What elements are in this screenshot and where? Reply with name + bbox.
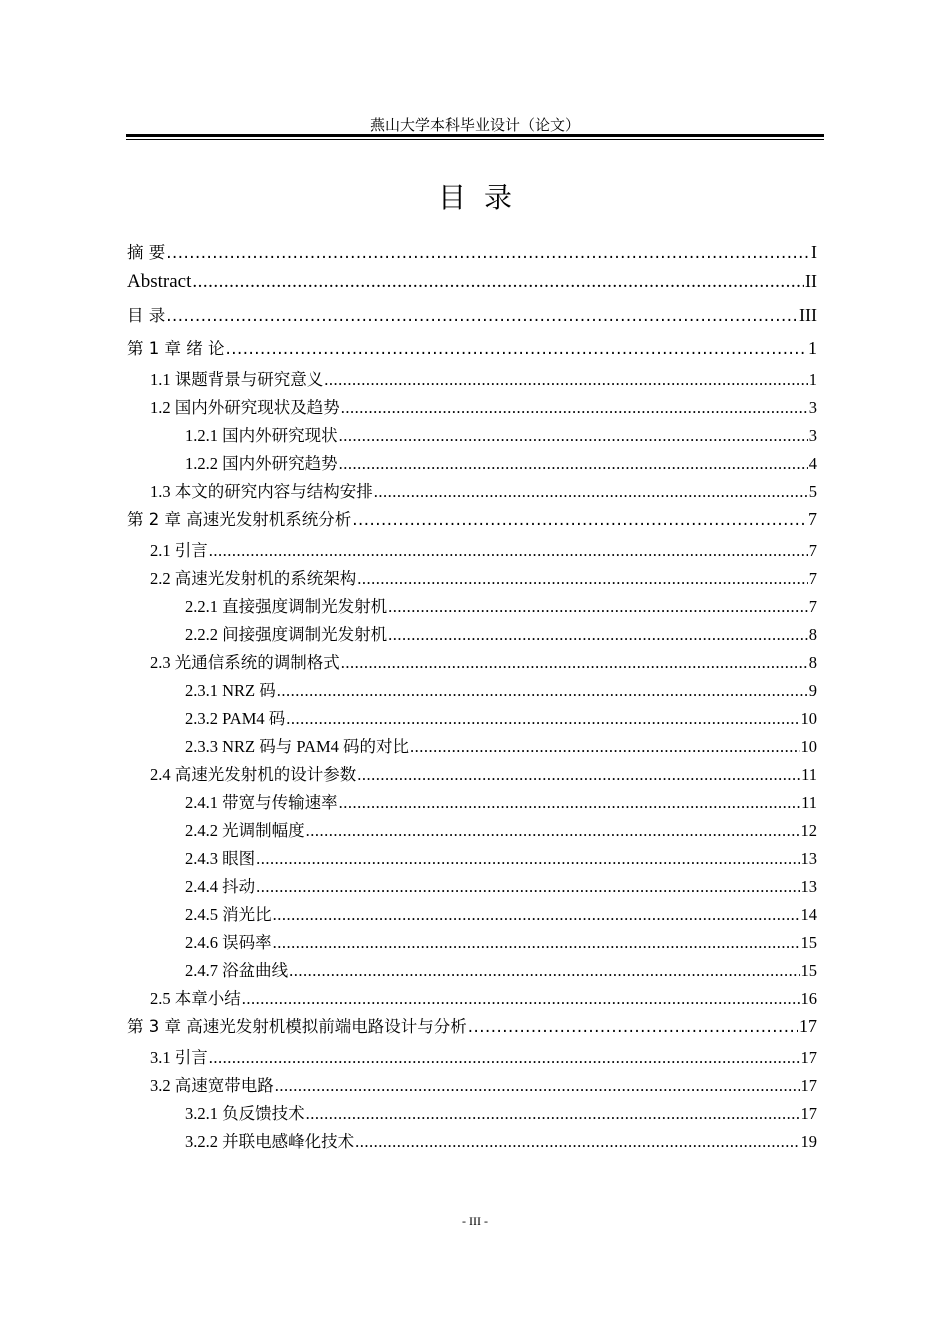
toc-entry-page: 3 (808, 398, 817, 417)
header-rule-thin (126, 139, 824, 140)
toc-entry-3-1[interactable] (127, 1044, 817, 1068)
toc-leader (286, 709, 799, 729)
toc-leader (357, 569, 808, 589)
toc-leader (275, 1076, 800, 1096)
toc-leader (339, 454, 808, 474)
toc-leader (225, 339, 807, 358)
toc-entry-contents[interactable] (127, 302, 817, 326)
toc-entry-label: 3.2 高速宽带电路 (150, 1076, 274, 1095)
toc-entry-label: 2.5 本章小结 (150, 989, 241, 1008)
toc-entry-1-2[interactable] (127, 394, 817, 418)
toc-entry-label: 1.2 国内外研究现状及趋势 (150, 398, 340, 417)
toc-entry-label: 3.1 引言 (150, 1048, 208, 1067)
toc-entry-label: 2.3.3 NRZ 码与 PAM4 码的对比 (185, 737, 409, 756)
toc-entry-1-2-1[interactable] (127, 422, 817, 446)
toc-entry-2-3-1[interactable] (127, 677, 817, 701)
toc-entry-label: 2.4.6 误码率 (185, 933, 272, 952)
toc-entry-2-4-6[interactable] (127, 929, 817, 953)
toc-entry-2-3-3[interactable] (127, 733, 817, 757)
toc-leader (242, 989, 800, 1009)
toc-entry-page: 17 (799, 1016, 817, 1036)
toc-leader (339, 426, 808, 446)
toc-title: 目录 (437, 181, 530, 214)
header-rule-thick (126, 134, 824, 137)
toc-leader (324, 370, 808, 390)
toc-leader (166, 306, 798, 325)
toc-leader (341, 398, 808, 418)
toc-entry-page: 4 (808, 454, 817, 473)
toc-entry-page: 16 (800, 989, 817, 1008)
toc-entry-abstract-cn[interactable] (127, 239, 817, 263)
running-header: 燕山大学本科毕业设计（论文） (369, 116, 580, 134)
toc-entry-2-4-5[interactable] (127, 901, 817, 925)
toc-entry-page: 7 (808, 597, 817, 616)
toc-entry-page: 8 (808, 625, 817, 644)
toc-entry-page: 10 (800, 709, 817, 728)
toc-entry-chapter-3[interactable] (127, 1013, 817, 1037)
toc-leader (273, 905, 800, 925)
toc-leader (352, 510, 807, 529)
toc-leader (341, 653, 808, 673)
toc-entry-page: 17 (800, 1104, 817, 1123)
toc-entry-label: 2.2.1 直接强度调制光发射机 (185, 597, 388, 616)
toc-leader (306, 821, 800, 841)
toc-entry-page: 5 (808, 482, 817, 501)
toc-entry-2-3-2[interactable] (127, 705, 817, 729)
toc-leader (192, 271, 804, 293)
toc-entry-page: II (805, 271, 817, 291)
toc-leader (166, 243, 810, 262)
toc-entry-page: 11 (801, 765, 817, 784)
toc-entry-label: 2.4.7 浴盆曲线 (185, 961, 289, 980)
toc-entry-page: 15 (800, 933, 817, 952)
toc-entry-page: 7 (808, 509, 817, 529)
toc-entry-page: 17 (800, 1048, 817, 1067)
toc-entry-2-2[interactable] (127, 565, 817, 589)
toc-entry-2-2-2[interactable] (127, 621, 817, 645)
toc-entry-page: III (799, 305, 817, 325)
toc-leader (289, 961, 799, 981)
toc-entry-page: 7 (808, 541, 817, 560)
toc-entry-label: 1.2.1 国内外研究现状 (185, 426, 338, 445)
toc-entry-2-4-1[interactable] (127, 789, 817, 813)
toc-leader (256, 877, 799, 897)
toc-entry-page: 1 (808, 370, 817, 389)
toc-entry-2-5[interactable] (127, 985, 817, 1009)
toc-entry-chapter-1[interactable] (127, 335, 817, 359)
toc-entry-label: 2.1 引言 (150, 541, 208, 560)
toc-entry-label: Abstract (127, 271, 192, 292)
toc-entry-label: 3.2.2 并联电感峰化技术 (185, 1132, 355, 1151)
toc-entry-label: 1.1 课题背景与研究意义 (150, 370, 324, 389)
toc-entry-3-2-2[interactable] (127, 1128, 817, 1152)
toc-entry-page: 10 (800, 737, 817, 756)
toc-leader (355, 1132, 799, 1152)
toc-entry-label: 第 3 章 高速光发射机模拟前端电路设计与分析 (127, 1017, 467, 1036)
toc-entry-1-1[interactable] (127, 366, 817, 390)
toc-entry-label: 2.2.2 间接强度调制光发射机 (185, 625, 388, 644)
toc-entry-2-4-3[interactable] (127, 845, 817, 869)
toc-leader (468, 1017, 798, 1036)
toc-entry-page: 14 (800, 905, 817, 924)
toc-leader (339, 793, 800, 813)
toc-entry-1-3[interactable] (127, 478, 817, 502)
toc-entry-label: 2.4 高速光发射机的设计参数 (150, 765, 357, 784)
toc-entry-page: 13 (800, 877, 817, 896)
toc-leader (374, 482, 808, 502)
toc-entry-label: 2.3 光通信系统的调制格式 (150, 653, 340, 672)
toc-leader (209, 541, 808, 561)
toc-leader (388, 625, 808, 645)
toc-entry-2-4-7[interactable] (127, 957, 817, 981)
toc-entry-2-3[interactable] (127, 649, 817, 673)
toc-entry-label: 2.2 高速光发射机的系统架构 (150, 569, 357, 588)
toc-entry-label: 目 录 (127, 306, 166, 325)
toc-leader (209, 1048, 800, 1068)
toc-entry-page: 9 (808, 681, 817, 700)
toc-entry-page: 1 (808, 338, 817, 358)
toc-entry-1-2-2[interactable] (127, 450, 817, 474)
toc-entry-label: 2.4.1 带宽与传输速率 (185, 793, 338, 812)
toc-entry-label: 1.2.2 国内外研究趋势 (185, 454, 338, 473)
toc-entry-label: 2.3.2 PAM4 码 (185, 709, 286, 728)
toc-entry-3-2[interactable] (127, 1072, 817, 1096)
toc-entry-label: 3.2.1 负反馈技术 (185, 1104, 305, 1123)
toc-entry-2-4-2[interactable] (127, 817, 817, 841)
toc-entry-page: 15 (800, 961, 817, 980)
toc-leader (388, 597, 808, 617)
toc-leader (357, 765, 800, 785)
toc-leader (306, 1104, 800, 1124)
toc-entry-page: 7 (808, 569, 817, 588)
toc-entry-label: 第 2 章 高速光发射机系统分析 (127, 510, 352, 529)
toc-entry-page: 12 (800, 821, 817, 840)
toc-entry-2-1[interactable] (127, 537, 817, 561)
toc-entry-chapter-2[interactable] (127, 506, 817, 530)
toc-entry-label: 2.4.5 消光比 (185, 905, 272, 924)
toc-entry-page: 13 (800, 849, 817, 868)
toc-entry-page: 8 (808, 653, 817, 672)
toc-leader (410, 737, 800, 757)
toc-leader (273, 933, 800, 953)
toc-entry-page: I (811, 242, 817, 262)
toc-leader (256, 849, 799, 869)
toc-entry-2-2-1[interactable] (127, 593, 817, 617)
toc-entry-3-2-1[interactable] (127, 1100, 817, 1124)
toc-leader (277, 681, 808, 701)
toc-entry-label: 摘 要 (127, 243, 166, 262)
toc-entry-page: 3 (808, 426, 817, 445)
toc-entry-2-4[interactable] (127, 761, 817, 785)
toc-entry-label: 1.3 本文的研究内容与结构安排 (150, 482, 373, 501)
toc-entry-label: 第 1 章 绪 论 (127, 339, 225, 358)
toc-entry-label: 2.3.1 NRZ 码 (185, 681, 276, 700)
toc-entry-label: 2.4.3 眼图 (185, 849, 256, 868)
toc-entry-label: 2.4.4 抖动 (185, 877, 256, 896)
toc-entry-page: 11 (801, 793, 817, 812)
toc-entry-2-4-4[interactable] (127, 873, 817, 897)
toc-entry-abstract-en[interactable] (127, 271, 817, 293)
toc-entry-page: 19 (800, 1132, 817, 1151)
page-number-footer: - III - (462, 1214, 488, 1228)
toc-entry-page: 17 (800, 1076, 817, 1095)
toc-entry-label: 2.4.2 光调制幅度 (185, 821, 305, 840)
